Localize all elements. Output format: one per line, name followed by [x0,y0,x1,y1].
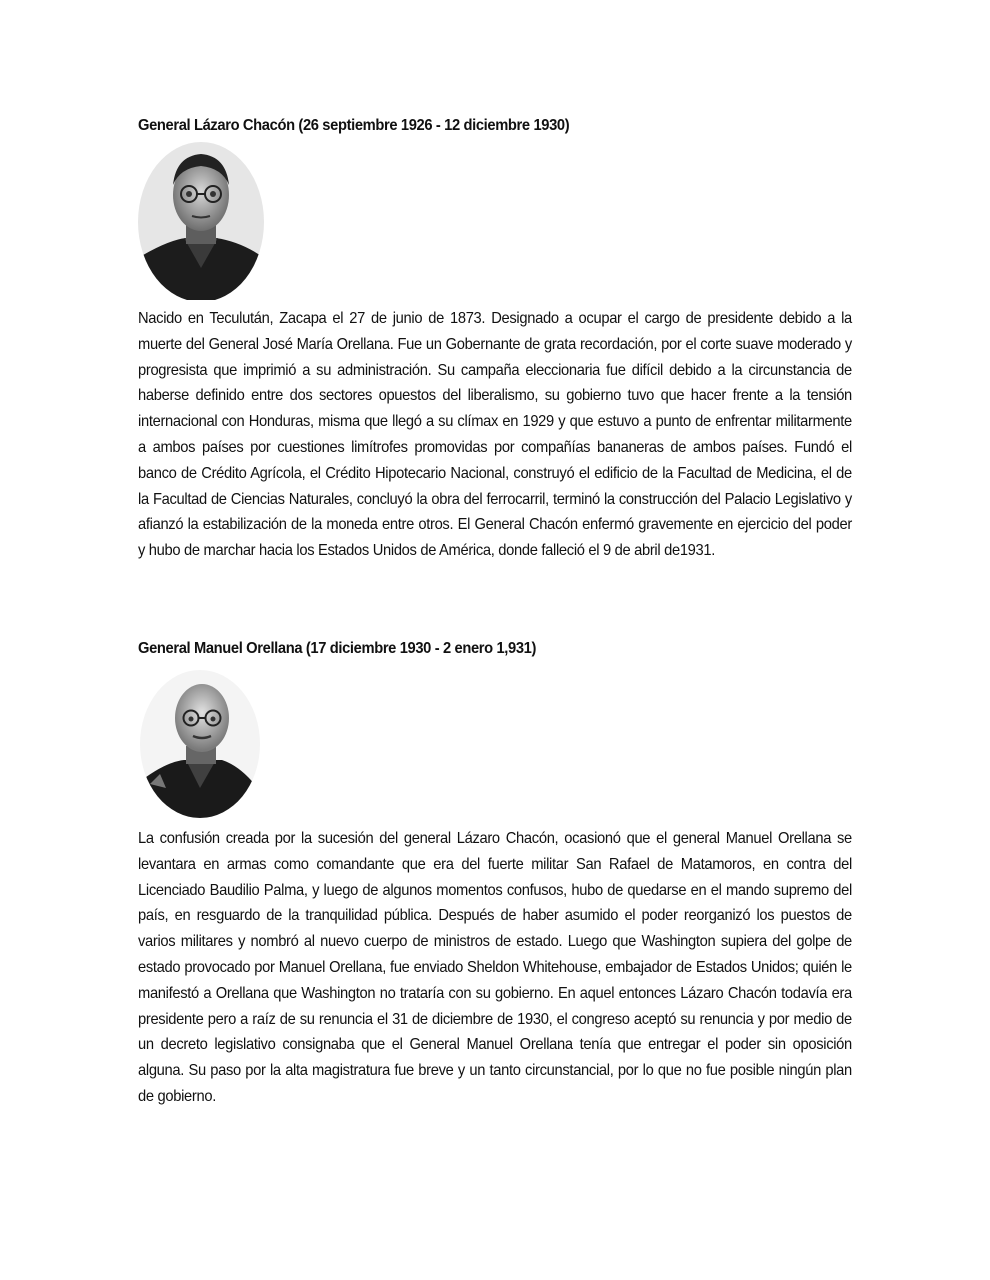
biography-lazaro-chacon: Nacido en Teculután, Zacapa el 27 de junio de 1873. Designado a ocupar el cargo de presidente debido a la muerte del General José María Orellana. Fue un Gobernante de grata recordación, por el corte suave moderado y progresista que imprimió a su administración. Su campaña eleccionaria fue difícil debido a la circunstancia de haberse definido entre dos sectores opuestos del liberalismo, su gobierno tuvo que hacer frente a la tensión internacional con Honduras, misma que llegó a su clímax en 1929 y que estuvo a punto de enfrentar militarmente a ambos países por cuestiones limítrofes promovidas por compañías bananeras de ambos países. Fundó el banco de Crédito Agrícola, el Crédito Hipotecario Nacional, construyó el edificio de la Facultad de Medicina, el de la Facultad de Ciencias Naturales, concluyó la obra del ferrocarril, terminó la construcción del Palacio Legislativo y afianzó la estabilización de la moneda entre otros. El General Chacón enfermó gravemente en ejercicio del poder y hubo de marchar hacia los Estados Unidos de América, donde falleció el 9 de abril de1931. [138,310,852,560]
portrait-manuel-orellana [138,668,262,820]
portrait-lazaro-chacon [138,140,264,300]
section-title-manuel-orellana: General Manuel Orellana (17 diciembre 1930 - 2 enero 1,931) [138,640,537,657]
section-title-lazaro-chacon: General Lázaro Chacón (26 septiembre 1926 - 12 diciembre 1930) [138,117,570,134]
biography-manuel-orellana: La confusión creada por la sucesión del general Lázaro Chacón, ocasionó que el general Manuel Orellana se levantara en armas como comandante que era del fuerte militar San Rafael de Matamoros, en contra del Licenciado Baudilio Palma, y luego de algunos momentos confusos, hubo de quedarse en el mando supremo del país, en resguardo de la tranquilidad pública. Después de haber asumido el poder reorganizó los puestos de varios militares y nombró al nuevo cuerpo de ministros de estado. Luego que Washington supiera del golpe de estado provocado por Manuel Orellana, fue enviado Sheldon Whitehouse, embajador de Estados Unidos; quién le manifestó a Orellana que Washington no trataría con su gobierno. En aquel entonces Lázaro Chacón todavía era presidente pero a raíz de su renuncia el 31 de diciembre de 1930, el congreso aceptó su renuncia y por medio de un decreto legislativo consignaba que el General Manuel Orellana tenía que entregar el poder sin oposición alguna. Su paso por la alta magistratura fue breve y un tanto circunstancial, por lo que no fue posible ningún plan de gobierno. [138,830,852,1105]
